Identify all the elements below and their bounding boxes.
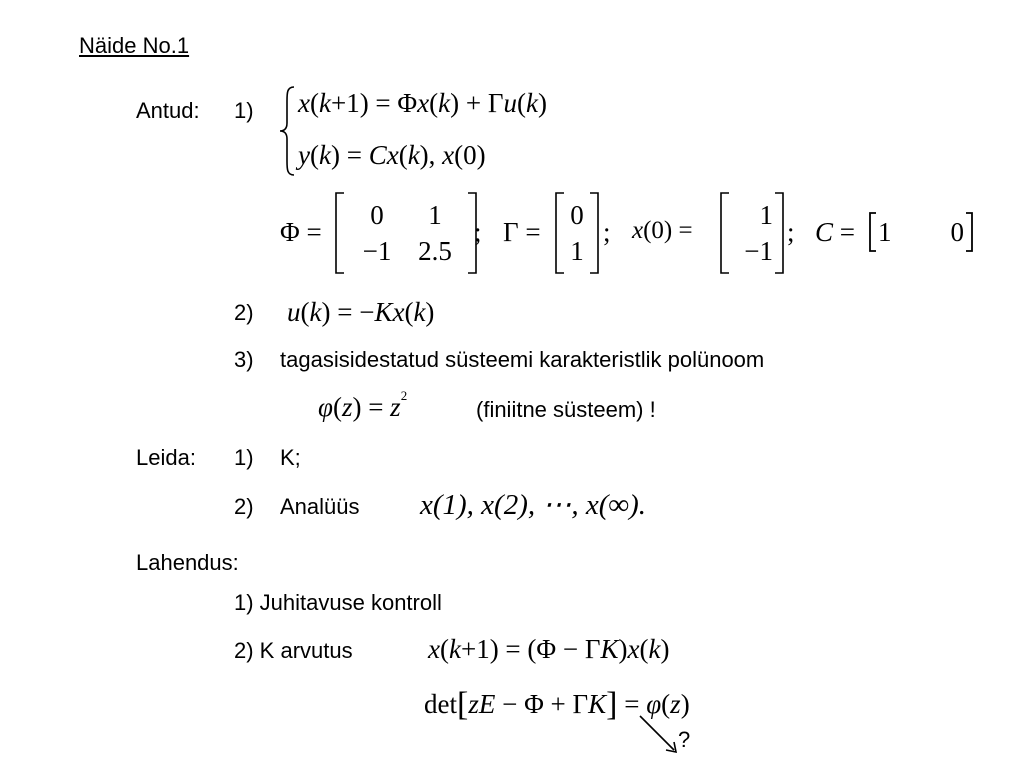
separator: ; — [603, 217, 611, 247]
find-item1-number: 1) — [234, 445, 254, 470]
x0-lhs: x(0) = — [632, 217, 693, 244]
control-law-equation: u(k) = −Kx(k) — [287, 297, 435, 327]
find-item1-text: K; — [280, 445, 301, 470]
question-mark: ? — [678, 727, 691, 752]
given-item2-number: 2) — [234, 300, 254, 325]
phi-cell: 2.5 — [418, 236, 452, 266]
solution-label: Lahendus: — [136, 550, 239, 575]
x0-vector — [719, 192, 785, 274]
given-label: Antud: — [136, 98, 200, 123]
closed-loop-equation: x(k+1) = (Φ − ΓK)x(k) — [428, 634, 670, 664]
x0-cell: −1 — [744, 236, 773, 266]
page-title: Näide No.1 — [79, 33, 190, 58]
given-item3-number: 3) — [234, 347, 254, 372]
c-cell: 1 — [878, 217, 892, 247]
phi-cell: 0 — [370, 200, 384, 230]
state-equation: x(k+1) = Φx(k) + Γu(k) — [298, 88, 547, 118]
phi-lhs: Φ = — [280, 217, 322, 247]
find-item2-number: 2) — [234, 494, 254, 519]
phi-cell: 1 — [428, 200, 442, 230]
phi-matrix — [334, 192, 478, 274]
finite-system-note: (finiitne süsteem) ! — [476, 397, 656, 422]
x0-cell: 1 — [759, 200, 773, 230]
find-label: Leida: — [136, 445, 196, 470]
solution-item2: 2) K arvutus — [234, 638, 353, 663]
phi-cell: −1 — [362, 236, 392, 266]
separator: ; — [474, 217, 482, 247]
c-lhs: C = — [815, 217, 855, 247]
find-item2-text: Analüüs — [280, 494, 360, 519]
output-equation: y(k) = Cx(k), x(0) — [298, 140, 486, 170]
c-matrix — [868, 212, 974, 252]
gamma-lhs: Γ = — [503, 217, 541, 247]
gamma-cell: 0 — [570, 200, 584, 230]
given-item1-number: 1) — [234, 98, 254, 123]
curly-brace — [278, 85, 296, 177]
solution-item1: 1) Juhitavuse kontroll — [234, 590, 442, 615]
gamma-matrix — [554, 192, 600, 274]
gamma-cell: 1 — [570, 236, 584, 266]
given-item3-text: tagasisidestatud süsteemi karakteristlik polünoom — [280, 347, 765, 372]
state-sequence: x(1), x(2), ⋯, x(∞). — [420, 489, 646, 521]
c-cell: 0 — [950, 217, 964, 247]
determinant-equation: det[zE − Φ + ΓK] = φ(z) — [424, 686, 690, 723]
separator: ; — [787, 217, 795, 247]
characteristic-polynomial: $\varphi(z) = z^2$ — [318, 388, 408, 422]
arrow-icon — [636, 712, 682, 758]
